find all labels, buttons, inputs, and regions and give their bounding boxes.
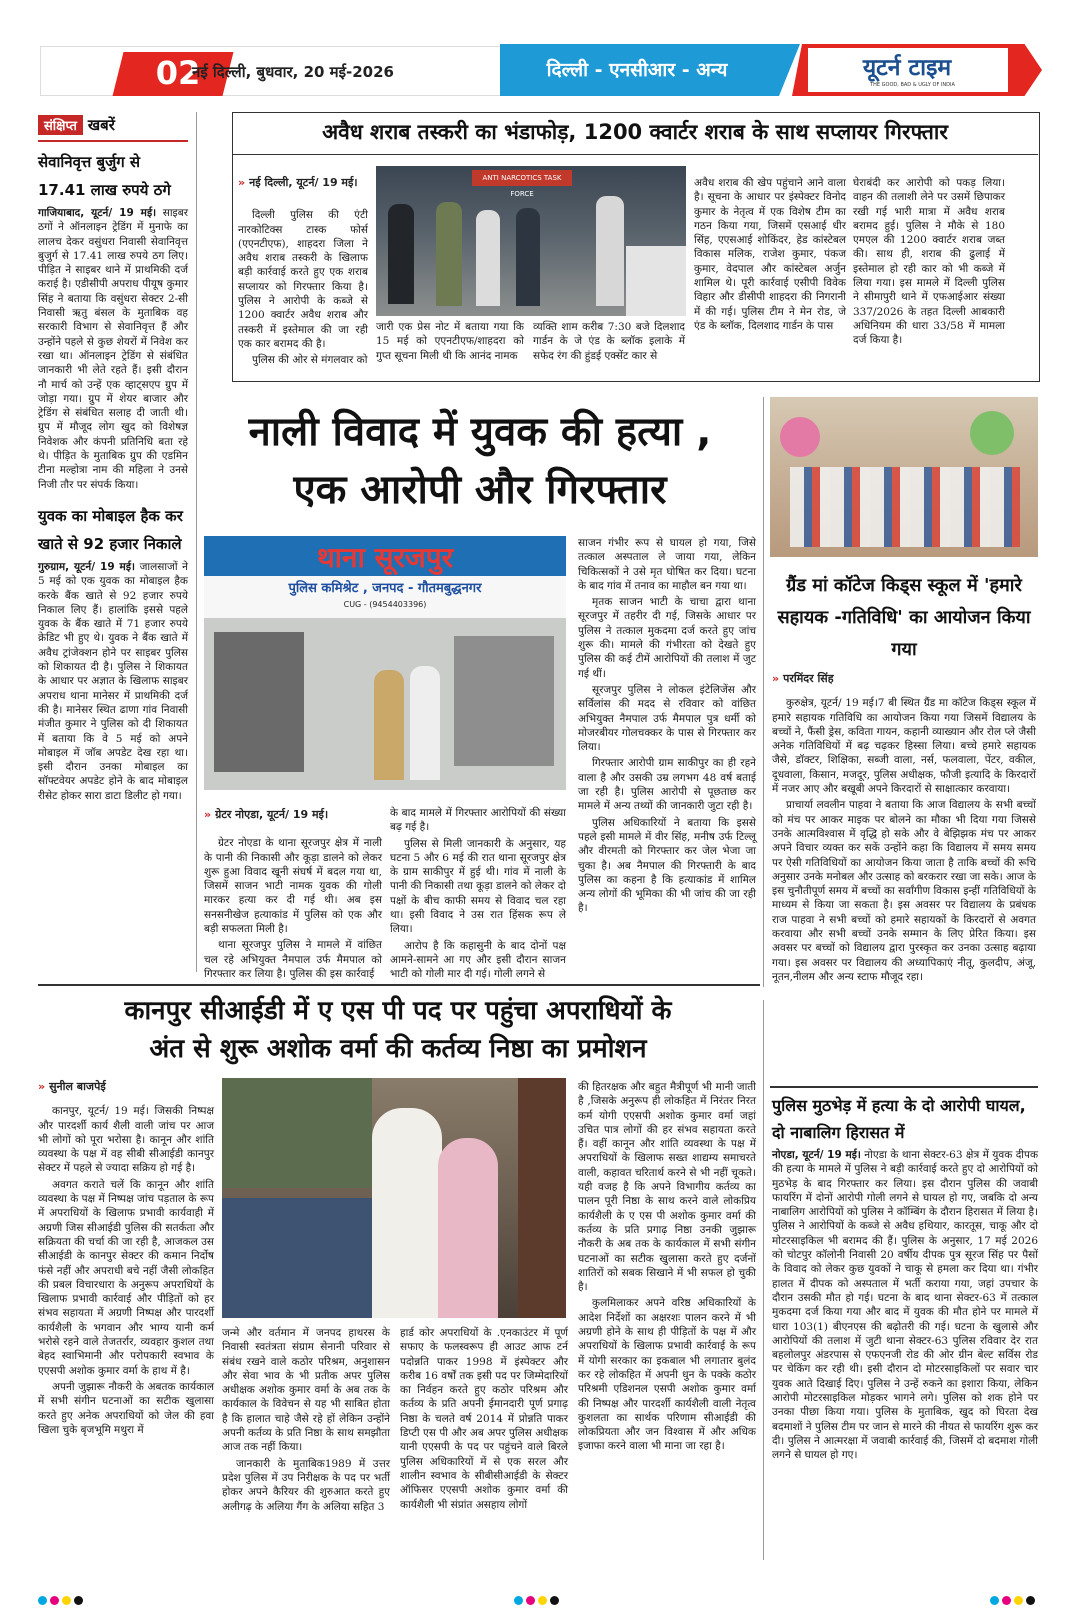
registration-dot bbox=[1002, 1596, 1011, 1605]
encounter-dateline: नोएडा, यूटर्न/ 19 मई। bbox=[772, 1149, 861, 1161]
brief-headline-1: सेवानिवृत्त बुर्जुग से 17.41 लाख रुपये ठगे bbox=[38, 153, 171, 199]
cid-col1b: अवगत कराते चलें कि कानून और शांति व्यवस्था के पक्ष में निष्पक्ष जांच पड़ताल के रूप में अपराधियों के खिलाफ प्रभावी कार्यवाही में अग्रणी जिस सीआईडी पुलिस की सतर्कता और सक्रियता की चर्चा की जा रही है, आजकल उस सीआईडी के कानपुर सेक्टर की कमान निर्दोष फंसे नहीं और अपराधी बचे नहीं जैसी लोकहित की प्रबल विचारधारा के अनुरूप अपराधियों के खिलाफ प्रभावी कार्रवाई और पीड़ितों को हर संभव सहायता में अग्रणी निष्पक्ष और पारदर्शी कार्यशैली के भगवान और भाग्य यानी कर्म भरोसे रहने वाले तेजतर्रार, व्यवहार कुशल तथा बेहद स्वाभिमानी और परोपकारी स्वभाव के एएसपी अशोक कुमार वर्मा के हाथ में है। bbox=[38, 1178, 214, 1377]
registration-dots bbox=[38, 1590, 86, 1602]
brief-headline-2: युवक का मोबाइल हैक कर खाते से 92 हजार निकाले bbox=[38, 506, 183, 553]
masthead-bar bbox=[40, 44, 1040, 98]
cid-byline: सुनील बाजपेई bbox=[49, 1080, 106, 1093]
liquor-col2: जारी एक प्रेस नोट में बताया गया कि 15 मई को एएनटीएफ/शाहदरा को गुप्त सूचना मिली थी कि आनंद नामक bbox=[376, 321, 524, 362]
surajpur-station-photo bbox=[204, 536, 566, 790]
registration-dot bbox=[1014, 1596, 1023, 1605]
murder-col3e: पुलिस अधिकारियों ने बताया कि इससे पहले इसी मामले में वीर सिंह, मनीष उर्फ टिल्लू और वीरमती को गिरफ्तार कर जेल भेजा जा चुका है। अब नैमपाल की गिरफ्तारी के बाद पुलिस का कहना है कि हत्याकांड में शामिल अन्य लोगों की भूमिका की भी जांच की जा रही है। bbox=[578, 816, 756, 915]
station-sign-subtitle: पुलिस कमिश्रेट , जनपद - गौतमबुद्धनगर bbox=[288, 581, 482, 596]
cid-col4a: की हितरक्षक और बहुत मैत्रीपूर्ण भी मानी जाती है ,जिसके अनुरूप ही लोकहित में निरंतर निरत कर्म योगी एएसपी अशोक कुमार वर्मा जहां उचित पात्र लोगों की हर संभव सहायता करते हैं। वहीं कानून और शांति व्यवस्था के पक्ष में अपराधियों के खिलाफ सख्त शाद्यम्य समाचरते वाली, कहावत चरितार्थ करने से भी नहीं चूकते। यही वजह है कि अपने विभागीय कर्तव्य का पालन पूरी निष्ठा के साथ करने वाले लोकप्रिय कार्यशैली के ए एस पी अशोक कुमार वर्मा की कर्तव्य के प्रति प्रगाढ़ निष्ठा उनकी जुझारू नौकरी के अब तक के कार्यकाल में सभी संगीन घटनाओं का सटीक खुलासा करते हुए दर्जनों शातिरों को सबक सिखाने में भी सफल हो चुकी है। bbox=[578, 1081, 756, 1294]
brief-body-2: जालसाजों ने 5 मई को एक युवक का मोबाइल हैक करके बैंक खाते से 92 हजार रुपये निकाल लिए हैं। हालांकि इससे पहले युवक के बैंक खाते में 71 हजार रुपये क्रेडिट भी हुए थे। युवक ने बैंक खाते में अवैध ट्रांजेक्शन होने पर साइबर पुलिस को शिकायत दी है। पुलिस ने शिकायत के आधार पर अज्ञात के खिलाफ साइबर अपराध थाना मानेसर में प्राथमिकी दर्ज की है। मानेसर स्थित ढाणा गांव निवासी मंजीत कुमार ने पुलिस को दी शिकायत में बताया कि वे 5 मई को अपने मोबाइल में जॉब अपडेट देख रहा था। इसी दौरान उनका मोबाइल का सॉफ्टवेयर अपडेट होने के बाद मोबाइल रीसेट होकर सारा डाटा डिलीट हो गया। bbox=[38, 560, 189, 802]
registration-dot bbox=[62, 1596, 71, 1605]
footer-color-bar bbox=[38, 1590, 1038, 1602]
murder-headline-1: नाली विवाद में युवक की हत्या , bbox=[248, 409, 712, 455]
brand-logo: यूटर्न टाइम bbox=[862, 55, 952, 81]
cid-col3: हार्ड कोर अपराधियों के .एनकाउंटर में पूर्ण सफाए के फलस्वरूप ही आउट आफ टर्न पदोन्नति पाकर 1998 में इंस्पेक्टर और करीब 16 वर्षों तक इसी पद पर जिम्मेदारियों का निर्वहन करते हुए कठोर परिश्रम और कर्तव्य के प्रति अपनी ईमानदारी पूर्ण प्रगाढ़ निष्ठा के चलते वर्ष 2014 में प्रोन्नति पाकर डिप्टी एस पी और अब अपर पुलिस अधीक्षक यानी एएसपी के पद पर पहुंचने वाले बिरले पुलिस अधिकारियों में से एक सरल और शालीन स्वभाव के सीबीसीआईडी के सेक्टर ऑफिसर एएसपी अशोक कुमार वर्मा की कार्यशैली भी संप्रांत असहाय लोगों bbox=[400, 1327, 568, 1511]
cid-col2: जन्मे और वर्तमान में जनपद हाथरस के निवासी स्वतंत्रता संग्राम सेनानी परिवार से संबंध रखने वाले कठोर परिश्रम, अनुशासन और सेवा भाव के भी प्रतीक अपर पुलिस अधीक्षक अशोक कुमार वर्मा के अब तक के कार्यकाल के विवेचन से यह भी साबित होता है कि हालात चाहे जैसे रहे हों लेकिन उन्होंने अपनी कर्तव्य के प्रति निष्ठा के साथ समझौता आज तक नहीं किया। bbox=[222, 1327, 390, 1454]
murder-col2: के बाद मामले में गिरफ्तार आरोपियों की संख्या बढ़ गई है। bbox=[390, 807, 566, 834]
liquor-dateline: नई दिल्ली, यूटर्न/ 19 मई। bbox=[249, 176, 358, 189]
section-title: दिल्ली - एनसीआर - अन्य bbox=[546, 59, 728, 81]
registration-dots bbox=[990, 1590, 1038, 1602]
brand-tagline: THE GOOD, BAD & UGLY OF INDIA bbox=[870, 82, 955, 88]
murder-col3c: सूरजपुर पुलिस ने लोकल इंटेलिजेंस और सर्विलांस की मदद से रविवार को वांछित अभियुक्त नैमपाल उर्फ मैमपाल पुत्र धर्मी को मोजरबीयर गोलचक्कर के पास से गिरफ्तार कर लिया। bbox=[578, 683, 756, 754]
liquor-col3: व्यक्ति शाम करीब 7:30 बजे दिलशाद गार्डन के जे एंड के ब्लॉक इलाके में सफेद रंग की हुंडई एक्सेंट कार से bbox=[533, 321, 685, 362]
brief-body-1: साइबर ठगों ने ऑनलाइन ट्रेडिंग में मुनाफे का लालच देकर वसुंधरा निवासी सेवानिवृत्त बुजुर्ग से 17.41 लाख रुपये ठग लिए। पीड़ित ने साइबर थाने में प्राथमिकी दर्ज कराई है। एडीसीपी अपराध पीयूष कुमार सिंह ने बताया कि वसुंधरा सेक्टर 2-सी निवासी ऋतु बंसल के मुताबिक वह सरकारी विभाग से सेवानिवृत्त हैं और उन्होंने पहले से कुछ शेयरों में निवेश कर रखा था। ऑनलाइन ट्रेडिंग से संबंधित जानकारी भी लेते रहते हैं। इसी दौरान नौ मार्च को उन्हें एक व्हाट्सएप ग्रुप में जोड़ा गया। ग्रुप में शेयर बाजार और ट्रेडिंग से संबंधित सलाह दी जाती थी। ग्रुप में मौजूद लोग खुद को विशेषज्ञ निवेशक और कंपनी प्रतिनिधि बता रहे थे। पीड़ित के मुताबिक ग्रुप की एडमिन टीना मल्होत्रा नाम की महिला ने उनसे निजी तौर पर संपर्क किया। bbox=[38, 207, 188, 491]
registration-dot bbox=[990, 1596, 999, 1605]
school-headline: ग्रैंड मां कॉटेज किड्स स्कूल में 'हमारे सहायक -गतिविधि' का आयोजन किया गया bbox=[777, 575, 1031, 660]
brief-dateline-2: गुरुग्राम, यूटर्न/ 19 मई। bbox=[38, 560, 135, 573]
registration-dots bbox=[514, 1590, 562, 1602]
liquor-col5: घेराबंदी कर आरोपी को पकड़ लिया। वाहन की तलाशी लेने पर उसमें छिपाकर रखी गई भारी मात्रा में अवैध शराब बरामद हुई। पुलिस ने मौके से 180 एमएल की 1200 क्वार्टर शराब जब्त की। साथ ही, शराब की ढुलाई में इस्तेमाल हो रही कार को भी कब्जे में लिया गया। इस मामले में दिल्ली पुलिस ने सीमापुरी थाने में एफआईआर संख्या 337/2026 के तहत दिल्ली आबकारी अधिनियम की धारा 33/58 में मामला दर्ज किया है। bbox=[853, 177, 1005, 347]
liquor-headline: अवैध शराब तस्करी का भंडाफोड़, 1200 क्वार्टर शराब के साथ सप्लायर गिरफ्तार bbox=[322, 120, 948, 144]
cid-col2b: जानकारी के मुताबिक1989 में उत्तर प्रदेश पुलिस में उप निरीक्षक के पद पर भर्ती होकर अपने कैरियर की शुरुआत करते हुए अलीगढ़ के अलिया गैंग के अलिया सहित 3 bbox=[222, 1457, 390, 1513]
cid-headline-2: अंत से शुरू अशोक वर्मा की कर्तव्य निष्ठा का प्रमोशन bbox=[149, 1034, 647, 1064]
registration-dot bbox=[74, 1596, 83, 1605]
liquor-col4: अवैध शराब की खेप पहुंचाने आने वाला है। सूचना के आधार पर इंस्पेक्टर विनोद कुमार के नेतृत्व में एक विशेष टीम का गठन किया गया, जिसमें एसआई धीर सिंह, एएसआई शोकिंदर, हेड कांस्टेबल विकास मलिक, राजेश कुमार, पंकज कुमार, वेदपाल और कांस्टेबल अर्जुन शामिल थे। पूरी कार्रवाई एसीपी विवेक विहार और डीसीपी शाहदरा की निगरानी में की गई। पुलिस टीम ने मेन रोड, जे एंड के ब्लॉक, दिलशाद गार्डन के पास bbox=[694, 177, 846, 332]
school-body-2: प्राचार्या लवलीन पाहवा ने बताया कि आज विद्यालय के सभी बच्चों को मंच पर आकर माइक पर बोलने का मौका भी दिया गया जिससे उनके आत्मविश्वास में वृद्धि हो सके और वे बेझिझक मंच पर आकर अपने विचार व्यक्त कर सकें उन्होंने कहा कि विद्यालय में समय समय पर ऐसी गतिविधियों का आयोजन किया जाता है ताकि बच्चों की रूचि अनुसार उनके मनोबल और उत्साह को बरकरार रखा जा सके। आज के इस चुनौतीपूर्ण समय में बच्चों का सर्वांगीण विकास इन्हीं गतिविधियों के माध्यम से किया जा सकता है। इस अवसर पर विद्यालय के प्रबंधक राज पाहवा ने सभी बच्चों को हमारे सहायकों के किरदारों से अवगत करवाया और सभी बच्चों उनके सम्मान के लिए प्रेरित किया। इस अवसर पर बच्चों को विद्यालय द्वारा पुरस्कृत कर उनका उत्साह बढ़ाया गया। इस अवसर पर विद्यालय की अध्यापिकाएं नीतू, कुलदीप, अंजू, नूतन,नीलम और अन्य स्टाफ मौजूद रहा। bbox=[772, 799, 1036, 983]
liquor-col1: दिल्ली पुलिस की एंटी नारकोटिक्स टास्क फोर्स (एएनटीएफ), शाहदरा जिला ने अवैध शराब तस्करी के खिलाफ बड़ी कार्रवाई करते हुए एक शराब सप्लायर को गिरफ्तार किया है। पुलिस ने आरोपी के कब्जे से 1200 क्वार्टर अवैध शराब और तस्करी में इस्तेमाल की जा रही एक कार बरामद की है। bbox=[238, 209, 368, 350]
murder-col2c: आरोप है कि कहासुनी के बाद दोनों पक्ष आमने-सामने आ गए और इसी दौरान साजन भाटी को गोली मार दी गई। गोली लगने से bbox=[390, 939, 566, 981]
murder-col1b: थाना सूरजपुर पुलिस ने मामले में वांछित चल रहे अभियुक्त नैमपाल उर्फ मैमपाल को गिरफ्तार कर लिया है। पुलिस की इस कार्रवाई bbox=[204, 939, 382, 980]
cid-col4b: कुलमिलाकर अपने वरिष्ठ अधिकारियों के आदेश निर्देशों का अक्षरशः पालन करने में भी अग्रणी होने के साथ ही पीड़ितों के पक्ष में और अपराधियों के खिलाफ प्रभावी कार्रवाई के रूप में योगी सरकार का इकबाल भी लगातार बुलंद कर रहे लोकहित में अपनी धुन के पक्के कठोर परिश्रमी एडिशनल एसपी अशोक कुमार वर्मा की निष्पक्ष और पारदर्शी कार्यशैली वाली नेतृत्व कुशलता का सार्थक परिणाम सीआईडी की लोकप्रियता और जन विश्वास में और अधिक इजाफा करने वाला भी माना जा रहा है। bbox=[578, 1297, 756, 1453]
murder-col3b: मृतक साजन भाटी के चाचा द्वारा थाना सूरजपुर में तहरीर दी गई, जिसके आधार पर पुलिस ने तत्काल मुकदमा दर्ज करते हुए जांच शुरू की। मामले की गंभीरता को देखते हुए पुलिस की कई टीमें आरोपियों की तलाश में जुट गई थीं। bbox=[578, 596, 756, 680]
station-sign-title: थाना सूरजपुर bbox=[316, 541, 454, 574]
encounter-headline: पुलिस मुठभेड़ में हत्या के दो आरोपी घायल, दो नाबालिग हिरासत में bbox=[772, 1096, 1026, 1142]
cid-col1c: अपनी जुझारू नौकरी के अबतक कार्यकाल में सभी संगीन घटनाओं का सटीक खुलासा करते हुए अनेक अपराधियों को जेल की हवा खिला चुके बृजभूमि मथुरा में bbox=[38, 1380, 214, 1436]
brief-label-a: संक्षिप्त bbox=[38, 115, 83, 135]
registration-dot bbox=[38, 1596, 47, 1605]
school-byline: परमिंदर सिंह bbox=[783, 672, 834, 685]
cid-col1a: कानपुर, यूटर्न/ 19 मई। जिसकी निष्पक्ष और पारदर्शी कार्य शैली वाली जांच पर आज भी लोगों को पूरा भरोसा है। कानून और शांति व्यवस्था के पक्ष में वह सीबी सीआईडी कानपुर सेक्टर में पहले से ज्यादा सक्रिय हो गई है। bbox=[38, 1105, 214, 1175]
encounter-body: नोएडा के थाना सेक्टर-63 क्षेत्र में युवक दीपक की हत्या के मामले में पुलिस ने बड़ी कार्रवाई करते हुए दो आरोपियों को मुठभेड़ के बाद गिरफ्तार कर लिया। इस दौरान पुलिस की जवाबी फायरिंग में दोनों आरोपी गोली लगने से घायल हो गए, जबकि दो अन्य नाबालिग आरोपियों को पुलिस ने कॉम्बिंग के दौरान हिरासत में लिया है। पुलिस ने आरोपियों के कब्जे से अवैध हथियार, कारतूस, चाकू और दो मोटरसाइकिल भी बरामद की हैं। पुलिस के अनुसार, 17 मई 2026 को चोटपुर कॉलोनी निवासी 20 वर्षीय दीपक पुत्र सूरज सिंह पर पैसों के विवाद को लेकर कुछ युवकों ने चाकू से हमला कर दिया था। गंभीर हालत में दीपक को अस्पताल में भर्ती कराया गया, जहां उपचार के दौरान उसकी मौत हो गई। घटना के बाद थाना सेक्टर-63 में तत्काल मुकदमा दर्ज किया गया और बाद में युवक की मौत होने पर मामले में धारा 103(1) बीएनएस की बढ़ोतरी की गई। घटना के खुलासे और आरोपियों की तलाश में जुटी थाना सेक्टर-63 पुलिस रविवार देर रात बहलोलपुर अंडरपास से एफएनजी रोड की ओर ग्रीन बेल्ट सर्विस रोड पर चेकिंग कर रही थी। इसी दौरान दो मोटरसाइकिलों पर सवार चार युवक आते दिखाई दिए। पुलिस ने उन्हें रुकने का इशारा किया, लेकिन आरोपी मोटरसाइकिल मोड़कर भागने लगे। पुलिस को शक होने पर उनका पीछा किया गया। पुलिस के मुताबिक, खुद को घिरता देख बदमाशों ने पुलिस टीम पर जान से मारने की नीयत से फायरिंग शुरू कर दी। पुलिस ने आत्मरक्षा में जवाबी कार्रवाई की, जिसमें दो बदमाश गोली लगने से घायल हो गए। bbox=[772, 1149, 1039, 1462]
liquor-photo-sign: ANTI NARCOTICS TASK FORCE bbox=[472, 170, 572, 186]
registration-dot bbox=[514, 1596, 523, 1605]
school-photo bbox=[770, 397, 1038, 557]
brief-column bbox=[38, 114, 188, 803]
school-body-1: कुरुक्षेत्र, यूटर्न/ 19 मई।7 बी स्थित ग्रैंड मा कॉटेज किड्स स्कूल में हमारे सहायक गतिविधि का आयोजन किया गया जिसमें विद्यालय के बच्चों ने, फैंसी ड्रेस, कविता गायन, कहानी व्याख्यान और रोल प्ले जैसी अनेक गतिविधियों में बढ़ चढ़कर हिस्सा लिया। बच्चे हमारे सहायक जैसे, डॉक्टर, शिक्षिका, सब्जी वाला, नर्स, फलवाला, पेंटर, वकील, दूधवाला, किसान, मजदूर, पुलिस अधीक्षक, फौजी इत्यादि के किरदारों में नजर आए और बखूबी अपने किरदारों से साक्षात्कार करवाया। bbox=[772, 697, 1036, 796]
cid-officer-photo bbox=[222, 1078, 566, 1318]
murder-col3: साजन गंभीर रूप से घायल हो गया, जिसे तत्काल अस्पताल ले जाया गया, लेकिन चिकित्सकों ने उसे मृत घोषित कर दिया। घटना के बाद गांव में तनाव का माहौल बन गया था। bbox=[578, 537, 756, 592]
page-number: 02 bbox=[155, 54, 201, 92]
liquor-photo bbox=[376, 166, 686, 316]
murder-col3d: गिरफ्तार आरोपी ग्राम साकीपुर का ही रहने वाला है और उसकी उम्र लगभग 48 वर्ष बताई जा रही है। पुलिस आरोपी से पूछताछ कर मामले में अन्य तथ्यों की जानकारी जुटा रही है। bbox=[578, 757, 756, 813]
murder-headline-2: एक आरोपी और गिरफ्तार bbox=[293, 467, 667, 513]
registration-dot bbox=[550, 1596, 559, 1605]
header-dateline: नई दिल्ली, बुधवार, 20 मई-2026 bbox=[192, 63, 394, 81]
station-sign-phone: CUG - (9454403396) bbox=[343, 600, 427, 609]
murder-col1: ग्रेटर नोएडा के थाना सूरजपुर क्षेत्र में नाली के पानी की निकासी और कूड़ा डालने को लेकर शुरू हुआ विवाद खूनी संघर्ष में बदल गया था, जिसमें साजन भाटी नामक युवक की गोली मारकर हत्या कर दी गई थी। अब इस सनसनीखेज हत्याकांड में पुलिस को एक और बड़ी सफलता मिली है। bbox=[204, 837, 382, 936]
registration-dot bbox=[538, 1596, 547, 1605]
murder-dateline: ग्रेटर नोएडा, यूटर्न/ 19 मई। bbox=[215, 808, 329, 821]
registration-dot bbox=[50, 1596, 59, 1605]
brief-label-b: खबरें bbox=[87, 116, 115, 134]
registration-dot bbox=[1026, 1596, 1035, 1605]
cid-headline-1: कानपुर सीआईडी में ए एस पी पद पर पहुंचा अपराधियों के bbox=[124, 996, 672, 1026]
liquor-col1b: पुलिस की ओर से मंगलवार को bbox=[252, 354, 368, 367]
murder-col2b: पुलिस से मिली जानकारी के अनुसार, यह घटना 5 और 6 मई की रात थाना सूरजपुर क्षेत्र के ग्राम साकीपुर में हुई थी। गांव में नाली के पानी की निकासी तथा कूड़ा डालने को लेकर दो पक्षों के बीच काफी समय से विवाद चल रहा था। इसी विवाद ने उस रात हिंसक रूप ले लिया। bbox=[390, 837, 566, 936]
brief-dateline-1: गाजियाबाद, यूटर्न/ 19 मई। bbox=[38, 207, 157, 219]
registration-dot bbox=[526, 1596, 535, 1605]
